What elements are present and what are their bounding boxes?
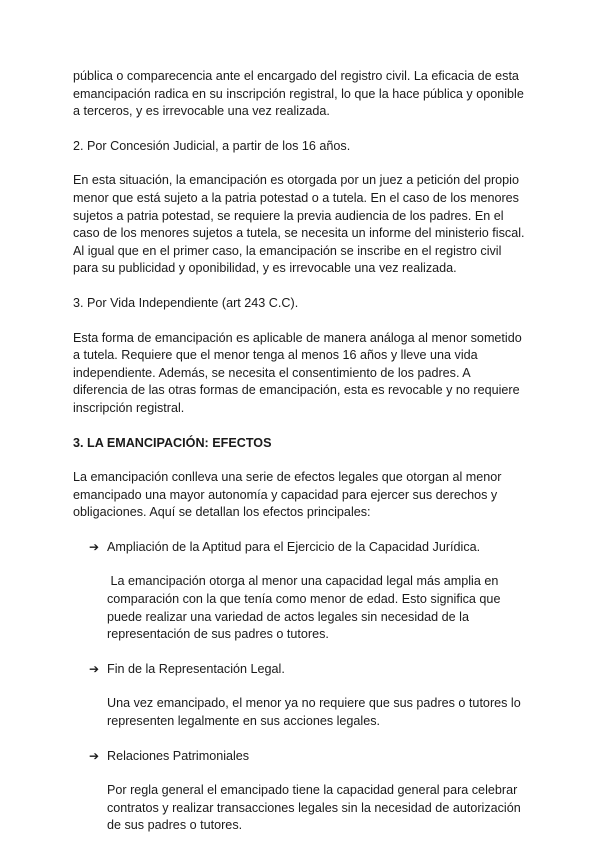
bullet-body: Una vez emancipado, el menor ya no requiere que sus padres o tutores lo representen legalmente en sus acciones legales. <box>107 696 521 729</box>
arrow-bullet-icon: ➔ <box>89 661 100 676</box>
paragraph-vida-independiente: 3. Por Vida Independiente (art 243 C.C). <box>73 295 299 310</box>
bullet-title: Relaciones Patrimoniales <box>107 748 250 763</box>
bullet-title: Ampliación de la Aptitud para el Ejercicio de la Capacidad Jurídica. <box>107 539 481 554</box>
bullet-body: La emancipación otorga al menor una capacidad legal más amplia en comparación con la que tenía como menor de edad. Esto significa que puede realizar una variedad de actos legales sin necesidad de la representación de sus padres o tutores. <box>107 574 504 642</box>
paragraph-efectos-intro: La emancipación conlleva una serie de efectos legales que otorgan al menor emancipado una mayor autonomía y capacidad para ejercer sus derechos y obligaciones. Aquí se detallan los efectos principales: <box>73 470 502 520</box>
bullet-item-fin-representacion <box>73 661 527 731</box>
section-heading-efectos: 3. LA EMANCIPACIÓN: EFECTOS <box>73 435 272 450</box>
bullet-item-relaciones-patrimoniales <box>73 748 527 835</box>
document-page <box>73 68 527 835</box>
paragraph-concesion-judicial: 2. Por Concesión Judicial, a partir de los 16 años. <box>73 138 351 153</box>
arrow-bullet-icon: ➔ <box>89 748 100 763</box>
paragraph-forma-analoga: Esta forma de emancipación es aplicable de manera análoga al menor sometido a tutela. Requiere que el menor tenga al menos 16 años y lleve una vida independiente. Además, se necesita el consentimiento de los padres. A diferencia de las otras formas de emancipación, esta es revocable y no requiere inscripción registral. <box>73 330 522 415</box>
bullet-body: Por regla general el emancipado tiene la capacidad general para celebrar contratos y realizar transacciones legales sin la necesidad de autorización de sus padres o tutores. <box>107 783 521 833</box>
paragraph-comparecencia: pública o comparecencia ante el encargado del registro civil. La eficacia de esta emancipación radica en su inscripción registral, lo que la hace pública y oponible a terceros, y es irrevocable una vez realizada. <box>73 69 524 119</box>
bullet-title: Fin de la Representación Legal. <box>107 661 285 676</box>
arrow-bullet-icon: ➔ <box>89 539 100 554</box>
paragraph-situacion-juez: En esta situación, la emancipación es otorgada por un juez a petición del propio menor que está sujeto a la patria potestad o a tutela. En el caso de los menores sujetos a patria potestad, se requiere la previa audiencia de los padres. En el caso de los menores sujetos a tutela, se necesita un informe del ministerio fiscal. Al igual que en el primer caso, la emancipación se inscribe en el registro civil para su publicidad y oponibilidad, y es irrevocable una vez realizada. <box>73 173 525 276</box>
bullet-item-ampliacion <box>73 539 527 644</box>
